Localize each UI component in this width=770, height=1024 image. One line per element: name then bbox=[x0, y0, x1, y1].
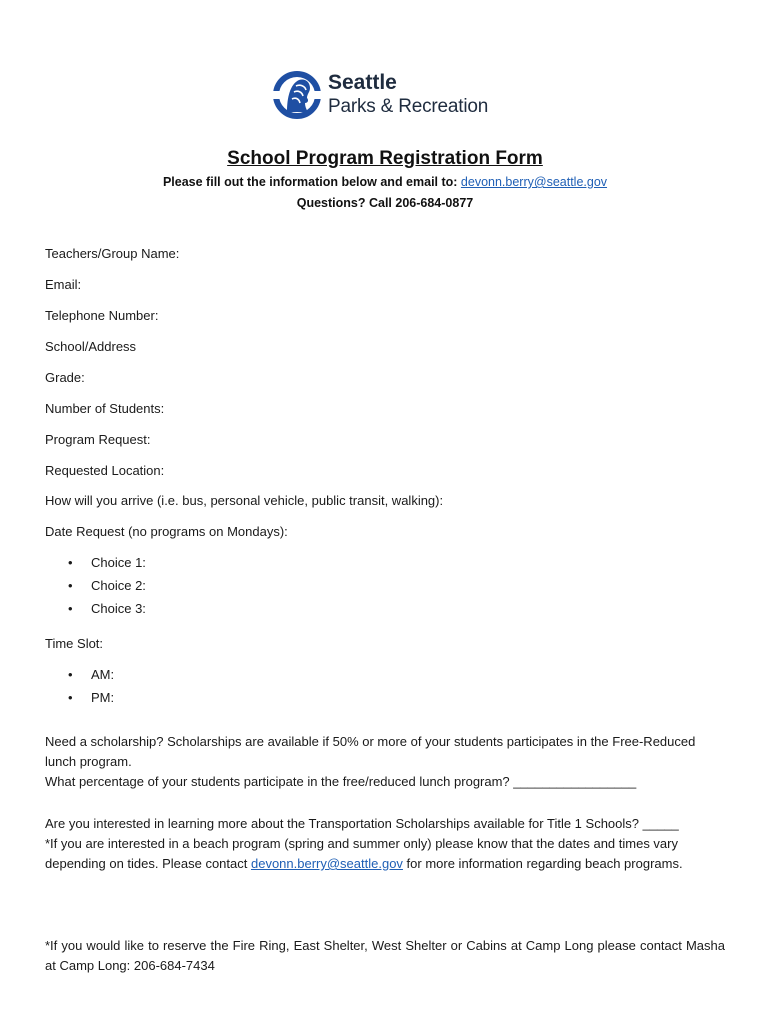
scholarship-question: What percentage of your students participate in the free/reduced lunch program? _________________ bbox=[45, 774, 637, 789]
transport-question: Are you interested in learning more about the Transportation Scholarships available for Title 1 Schools? _____ bbox=[45, 816, 679, 831]
date-choice-2: Choice 2: bbox=[91, 578, 146, 593]
bullet-icon: • bbox=[68, 578, 73, 593]
field-label-telephone: Telephone Number: bbox=[45, 308, 159, 323]
beach-note-text: *If you are interested in a beach program (spring and summer only) please know that the dates and times vary depending on tides. Please contact bbox=[45, 836, 678, 871]
camp-long-note: *If you would like to reserve the Fire Ring, East Shelter, West Shelter or Cabins at Camp Long please contact Masha at Camp Long: 206-684-7434 bbox=[45, 938, 725, 973]
beach-note-text-end: for more information regarding beach programs. bbox=[402, 856, 683, 871]
field-label-time-slot: Time Slot: bbox=[45, 636, 104, 651]
bullet-icon: • bbox=[68, 555, 73, 570]
time-slot-am: AM: bbox=[91, 667, 115, 682]
questions-phone: Questions? Call 206-684-0877 bbox=[296, 196, 474, 210]
field-label-date-request: Date Request (no programs on Mondays): bbox=[45, 524, 288, 539]
scholarship-paragraph bbox=[45, 732, 725, 792]
beach-program-note bbox=[45, 834, 725, 874]
seattle-parks-logo bbox=[272, 68, 512, 124]
field-label-program-request: Program Request: bbox=[45, 432, 151, 447]
field-label-requested-location: Requested Location: bbox=[45, 463, 165, 478]
instruction-line bbox=[0, 175, 770, 189]
field-label-number-of-students: Number of Students: bbox=[45, 401, 165, 416]
contact-email-link[interactable]: devonn.berry@seattle.gov bbox=[460, 175, 608, 189]
time-slot-pm: PM: bbox=[91, 690, 115, 705]
logo-city-text: Seattle bbox=[328, 71, 397, 94]
bullet-icon: • bbox=[68, 690, 73, 705]
scholarship-text: Need a scholarship? Scholarships are available if 50% or more of your students participates in the Free-Reduced lunch program. bbox=[45, 734, 696, 769]
transport-paragraph bbox=[45, 814, 725, 874]
field-label-group-name: Teachers/Group Name: bbox=[45, 246, 180, 261]
instruction-text: Please fill out the information below and email to: bbox=[162, 175, 461, 189]
date-choice-3: Choice 3: bbox=[91, 601, 146, 616]
field-label-grade: Grade: bbox=[45, 370, 85, 385]
form-title: School Program Registration Form bbox=[227, 148, 543, 169]
logo-department-text: Parks & Recreation bbox=[328, 96, 489, 117]
field-label-arrival-method: How will you arrive (i.e. bus, personal vehicle, public transit, walking): bbox=[45, 493, 444, 508]
date-choice-1: Choice 1: bbox=[91, 555, 146, 570]
beach-contact-email-link[interactable]: devonn.berry@seattle.gov bbox=[250, 856, 403, 871]
field-label-school-address: School/Address bbox=[45, 339, 137, 354]
field-label-email: Email: bbox=[45, 277, 82, 292]
seattle-seal-icon bbox=[272, 68, 322, 122]
bullet-icon: • bbox=[68, 667, 73, 682]
bullet-icon: • bbox=[68, 601, 73, 616]
